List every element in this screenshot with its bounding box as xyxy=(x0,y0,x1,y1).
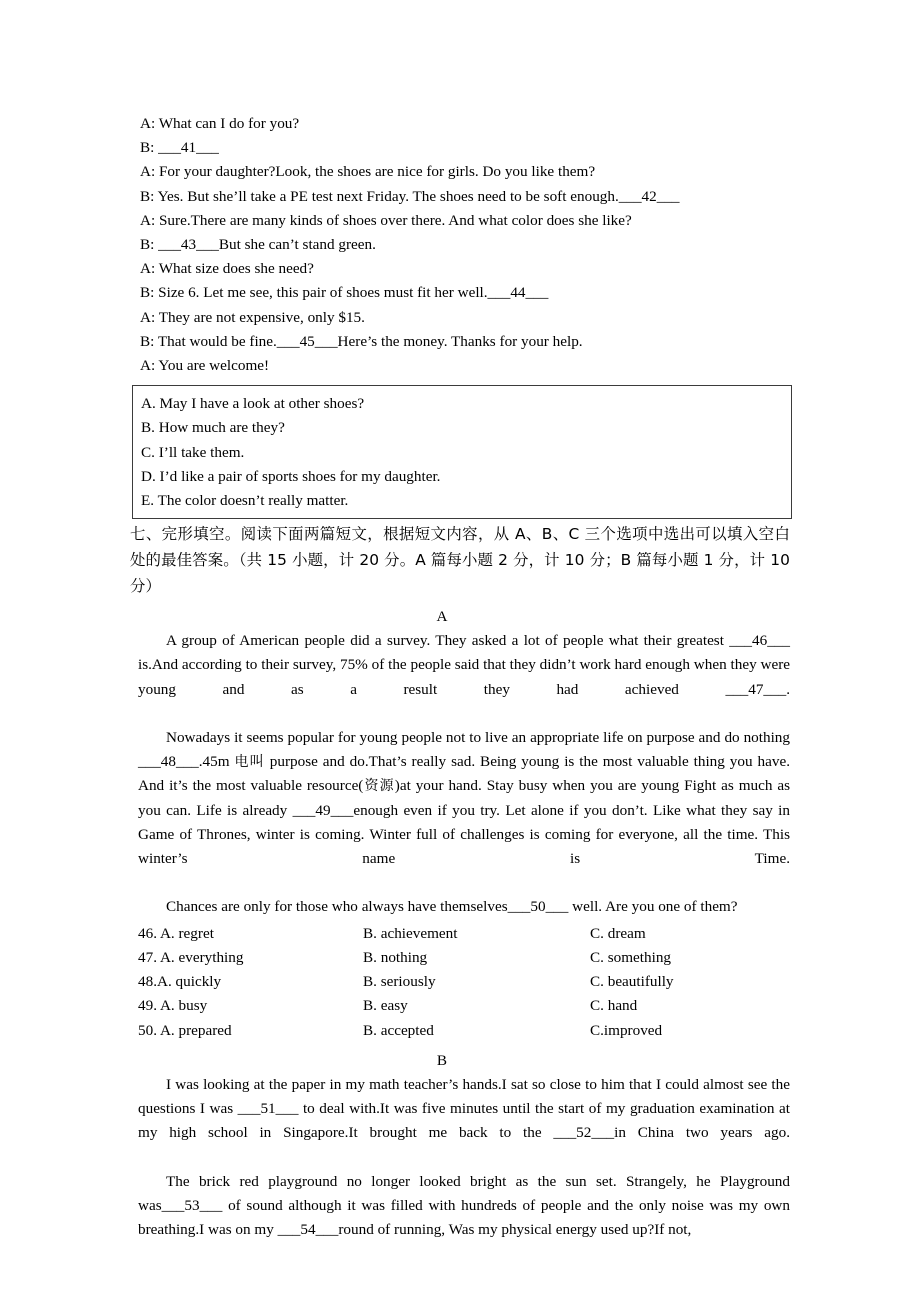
passage-a-paragraph-1: A group of American people did a survey. They asked a lot of people what their greatest ___46___ is.And according to their survey, 75% of the people said that they didn’t work hard enough when they were young and as a result they had achieved ___47___. xyxy=(138,632,790,698)
dialogue-line: A: They are not expensive, only $15. xyxy=(140,308,365,326)
choice-option-b[interactable]: B. accepted xyxy=(363,1021,434,1039)
dialogue-block xyxy=(138,112,790,378)
choice-option-b[interactable]: B. achievement xyxy=(363,924,458,942)
choice-row xyxy=(138,946,790,970)
dialogue-line: B: ___41___ xyxy=(140,139,219,157)
option-item: A. May I have a look at other shoes? xyxy=(141,395,365,413)
answer-choices-list xyxy=(138,922,790,1043)
choice-row xyxy=(138,970,790,994)
passage-a-p2-part3: )at your hand. Stay busy when you are young Fight as much as you can. Life is already ___49___enough even if you try. Let alone if you don’t. Like what they say in Game of Thrones, winter is coming. Winter full of challenges is coming for everyone, all the time. This winter’s name is Time. xyxy=(138,777,791,868)
passage-a-p2-part2: purpose and do.That’s really sad. Being young is the most valuable thing you have. And it’s the most valuable resource( xyxy=(138,753,791,795)
choice-option-a[interactable]: 50. A. prepared xyxy=(138,1021,232,1039)
passage-a-p2-cn-gloss-2: 资源 xyxy=(363,778,395,795)
option-item: C. I’ll take them. xyxy=(141,443,245,461)
dialogue-line: B: ___43___But she can’t stand green. xyxy=(140,236,376,254)
option-item: E. The color doesn’t really matter. xyxy=(141,492,349,510)
passage-b-title: B xyxy=(436,1051,448,1069)
choice-row xyxy=(138,1019,790,1043)
choice-option-a[interactable]: 48.A. quickly xyxy=(138,973,222,991)
choice-option-b[interactable]: B. seriously xyxy=(363,973,436,991)
option-item: D. I’d like a pair of sports shoes for my daughter. xyxy=(141,467,441,485)
choice-option-c[interactable]: C. something xyxy=(590,948,672,966)
dialogue-line: A: What size does she need? xyxy=(140,260,314,278)
options-box xyxy=(132,385,792,519)
choice-option-a[interactable]: 46. A. regret xyxy=(138,924,214,942)
choice-row xyxy=(138,994,790,1018)
choice-option-c[interactable]: C. hand xyxy=(590,997,638,1015)
dialogue-line: A: You are welcome! xyxy=(140,357,270,375)
passage-a-paragraph-2 xyxy=(138,726,790,895)
choice-option-b[interactable]: B. easy xyxy=(363,997,408,1015)
dialogue-line: B: Yes. But she’ll take a PE test next Friday. The shoes need to be soft enough.___42___ xyxy=(140,187,680,205)
choice-option-a[interactable]: 49. A. busy xyxy=(138,997,208,1015)
page-content xyxy=(130,112,791,1242)
passage-a-title: A xyxy=(436,608,448,626)
dialogue-line: B: That would be fine.___45___Here’s the money. Thanks for your help. xyxy=(140,332,583,350)
choice-option-a[interactable]: 47. A. everything xyxy=(138,948,244,966)
dialogue-line: B: Size 6. Let me see, this pair of shoes must fit her well.___44___ xyxy=(140,284,549,302)
option-item: B. How much are they? xyxy=(141,419,285,437)
choice-option-b[interactable]: B. nothing xyxy=(363,948,428,966)
dialogue-line: A: Sure.There are many kinds of shoes over there. And what color does she like? xyxy=(140,211,632,229)
passage-a-p2-cn-gloss-1: 电叫 xyxy=(234,754,265,771)
passage-a-paragraph-3: Chances are only for those who always have themselves___50___ well. Are you one of them? xyxy=(166,898,738,916)
dialogue-line: A: What can I do for you? xyxy=(140,115,300,132)
choice-row xyxy=(138,922,790,946)
passage-b-paragraph-1: I was looking at the paper in my math teacher’s hands.I sat so close to him that I could almost see the questions I was ___51___ to deal with.It was five minutes until the start of my graduation examination at my high school in Singapore.It brought me back to the ___52___in China two years ago. xyxy=(138,1075,790,1142)
passage-a-p2-part1: Nowadays it seems popular for young people not to live an appropriate life on purpose and do nothing ___48___.45m xyxy=(138,729,790,771)
section-instruction: 七、完形填空。阅读下面两篇短文，根据短文内容，从 A、B、C 三个选项中选出可以填入空白处的最佳答案。（共 15 小题，计 20 分。A 篇每小题 2 分，计 10 分；B 篇每小题 1 分，计 10 分） xyxy=(130,525,790,596)
choice-option-c[interactable]: C.improved xyxy=(590,1021,663,1039)
dialogue-line: A: For your daughter?Look, the shoes are nice for girls. Do you like them? xyxy=(140,163,596,181)
passage-b-paragraph-2: The brick red playground no longer looked bright as the sun set. Strangely, he Playground was___53___ of sound although it was filled with hundreds of people and the only noise was my own breathing.I was on my ___54___round of running, Was my physical energy used up?If not, xyxy=(138,1172,790,1238)
choice-option-c[interactable]: C. beautifully xyxy=(590,973,674,991)
choice-option-c[interactable]: C. dream xyxy=(590,924,646,942)
